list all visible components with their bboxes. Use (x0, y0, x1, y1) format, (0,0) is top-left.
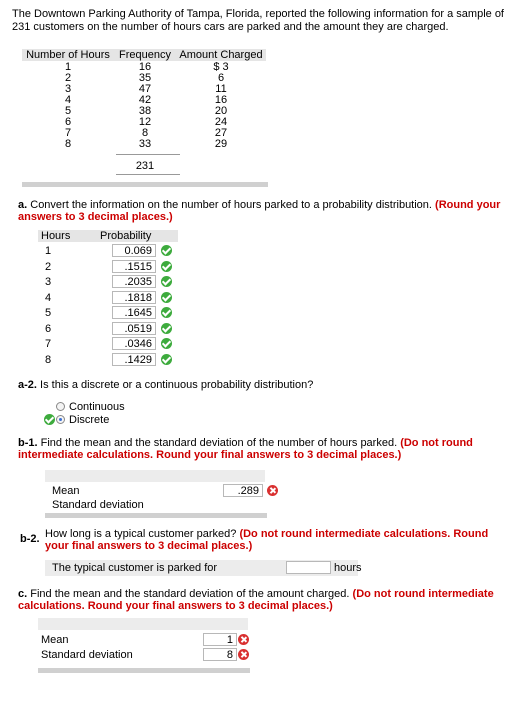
table1-cell: $ 3 (213, 61, 229, 73)
table1-cell: 47 (138, 83, 152, 95)
prob-hours-cell: 1 (44, 245, 52, 257)
col-amount-charged: Amount Charged (179, 49, 263, 61)
c-sd-label: Standard deviation (41, 649, 133, 661)
table1-cell: 24 (214, 116, 228, 128)
prob-input[interactable]: .0346 (112, 337, 156, 350)
correct-check-icon (161, 276, 172, 287)
prob-hours-cell: 2 (44, 260, 52, 273)
table1-cell: 20 (214, 105, 228, 117)
correct-check-icon (161, 245, 172, 256)
table1-cell: 11 (215, 83, 227, 95)
question-a2-label: a-2. (18, 379, 37, 391)
b1-mean-label: Mean (52, 485, 80, 497)
question-b2-label: b-2. (20, 533, 40, 545)
table1-cell: 12 (138, 116, 152, 128)
question-c-text: Find the mean and the standard deviation of the amount charged. (30, 588, 350, 600)
prob-hours-cell: 8 (44, 353, 52, 366)
correct-check-icon (161, 261, 172, 272)
table1-cell: 8 (64, 138, 72, 150)
correct-check-icon (161, 354, 172, 365)
table1-cell: 7 (64, 127, 72, 139)
b1-sd-label: Standard deviation (52, 499, 144, 511)
option-discrete-label: Discrete (69, 414, 110, 426)
prob-input[interactable]: .1515 (112, 260, 156, 273)
radio-discrete[interactable] (56, 415, 65, 424)
question-a-text: Convert the information on the number of hours parked to a probability distribution. (30, 199, 432, 211)
table1-cell: 29 (214, 138, 228, 150)
c-mean-label: Mean (41, 634, 69, 646)
question-b1-text: Find the mean and the standard deviation of the number of hours parked. (40, 437, 398, 449)
question-c-label: c. (18, 588, 28, 600)
table1-cell: 38 (138, 105, 152, 117)
table1-cell: 2 (64, 72, 72, 84)
separator (38, 668, 250, 673)
question-b2-text: How long is a typical customer parked? (45, 528, 237, 540)
prob-input[interactable]: .0519 (112, 322, 156, 335)
prob-input[interactable]: .1645 (112, 306, 156, 319)
b1-header-bar (45, 470, 265, 482)
question-b2 (45, 528, 515, 552)
question-a2-text: Is this a discrete or a continuous probability distribution? (40, 379, 314, 391)
table1-cell: 3 (64, 83, 72, 95)
question-b1-label: b-1. (18, 437, 38, 449)
question-a-label: a. (18, 199, 28, 211)
total-frequency: 231 (135, 160, 155, 172)
prob-input[interactable]: 0.069 (112, 244, 156, 257)
prob-hours-cell: 4 (44, 291, 52, 304)
separator (45, 513, 267, 518)
intro-text: The Downtown Parking Authority of Tampa, Florida, reported the following information for a sample of 231 customers on the number of hours cars are parked and the amount they are charged. (12, 8, 504, 33)
correct-check-icon (44, 414, 55, 425)
question-a2 (18, 379, 313, 391)
correct-check-icon (161, 292, 172, 303)
option-continuous-label: Continuous (69, 401, 125, 413)
c-sd-input[interactable]: 8 (203, 648, 237, 661)
radio-continuous[interactable] (56, 402, 65, 411)
question-a (18, 199, 513, 223)
col-probability: Probability (100, 230, 152, 242)
table1-cell: 8 (141, 127, 149, 139)
table1-cell: 5 (64, 105, 72, 117)
prob-input[interactable]: .1429 (112, 353, 156, 366)
table1-cell: 1 (64, 61, 72, 73)
prob-input[interactable]: .2035 (112, 275, 156, 288)
correct-check-icon (161, 307, 172, 318)
prob-input[interactable]: .1818 (112, 291, 156, 304)
table1-cell: 42 (138, 94, 152, 106)
question-b2-note: (Do not round intermediate calculations. Round your final answers to 3 decimal places.) (45, 528, 489, 552)
question-a-note: (Round your answers to 3 decimal places.) (18, 199, 501, 223)
col-frequency: Frequency (119, 49, 171, 61)
b2-row-label: The typical customer is parked for (52, 562, 218, 574)
total-rule-bottom (116, 174, 180, 175)
question-b1-note: (Do not round intermediate calculations. Round your final answers to 3 decimal places.) (18, 437, 473, 461)
b2-unit-label: hours (334, 562, 362, 574)
table1-cell: 16 (138, 61, 152, 73)
prob-hours-cell: 7 (44, 338, 52, 350)
total-rule (116, 154, 180, 155)
c-mean-input[interactable]: 1 (203, 633, 237, 646)
prob-hours-cell: 6 (44, 322, 52, 335)
correct-check-icon (161, 338, 172, 349)
table1-cell: 27 (214, 127, 228, 139)
question-c-note: (Do not round intermediate calculations. Round your final answers to 3 decimal places.) (18, 588, 494, 612)
separator (22, 182, 268, 187)
question-c (18, 588, 508, 612)
incorrect-x-icon (267, 485, 278, 496)
prob-hours-cell: 5 (44, 307, 52, 319)
incorrect-x-icon (238, 649, 249, 660)
table1-cell: 33 (138, 138, 152, 150)
table1-cell: 6 (217, 72, 225, 84)
b2-hours-input[interactable] (286, 561, 331, 574)
table1-cell: 35 (138, 72, 152, 84)
prob-hours-cell: 3 (44, 276, 52, 288)
b1-mean-input[interactable]: .289 (223, 484, 263, 497)
table1-cell: 6 (64, 116, 72, 128)
question-b1 (18, 437, 508, 461)
incorrect-x-icon (238, 634, 249, 645)
table1-cell: 4 (64, 94, 72, 106)
correct-check-icon (161, 323, 172, 334)
c-header-bar (38, 618, 248, 630)
table1-cell: 16 (214, 94, 228, 106)
col-hours: Hours (41, 230, 71, 242)
col-number-of-hours: Number of Hours (26, 49, 110, 61)
